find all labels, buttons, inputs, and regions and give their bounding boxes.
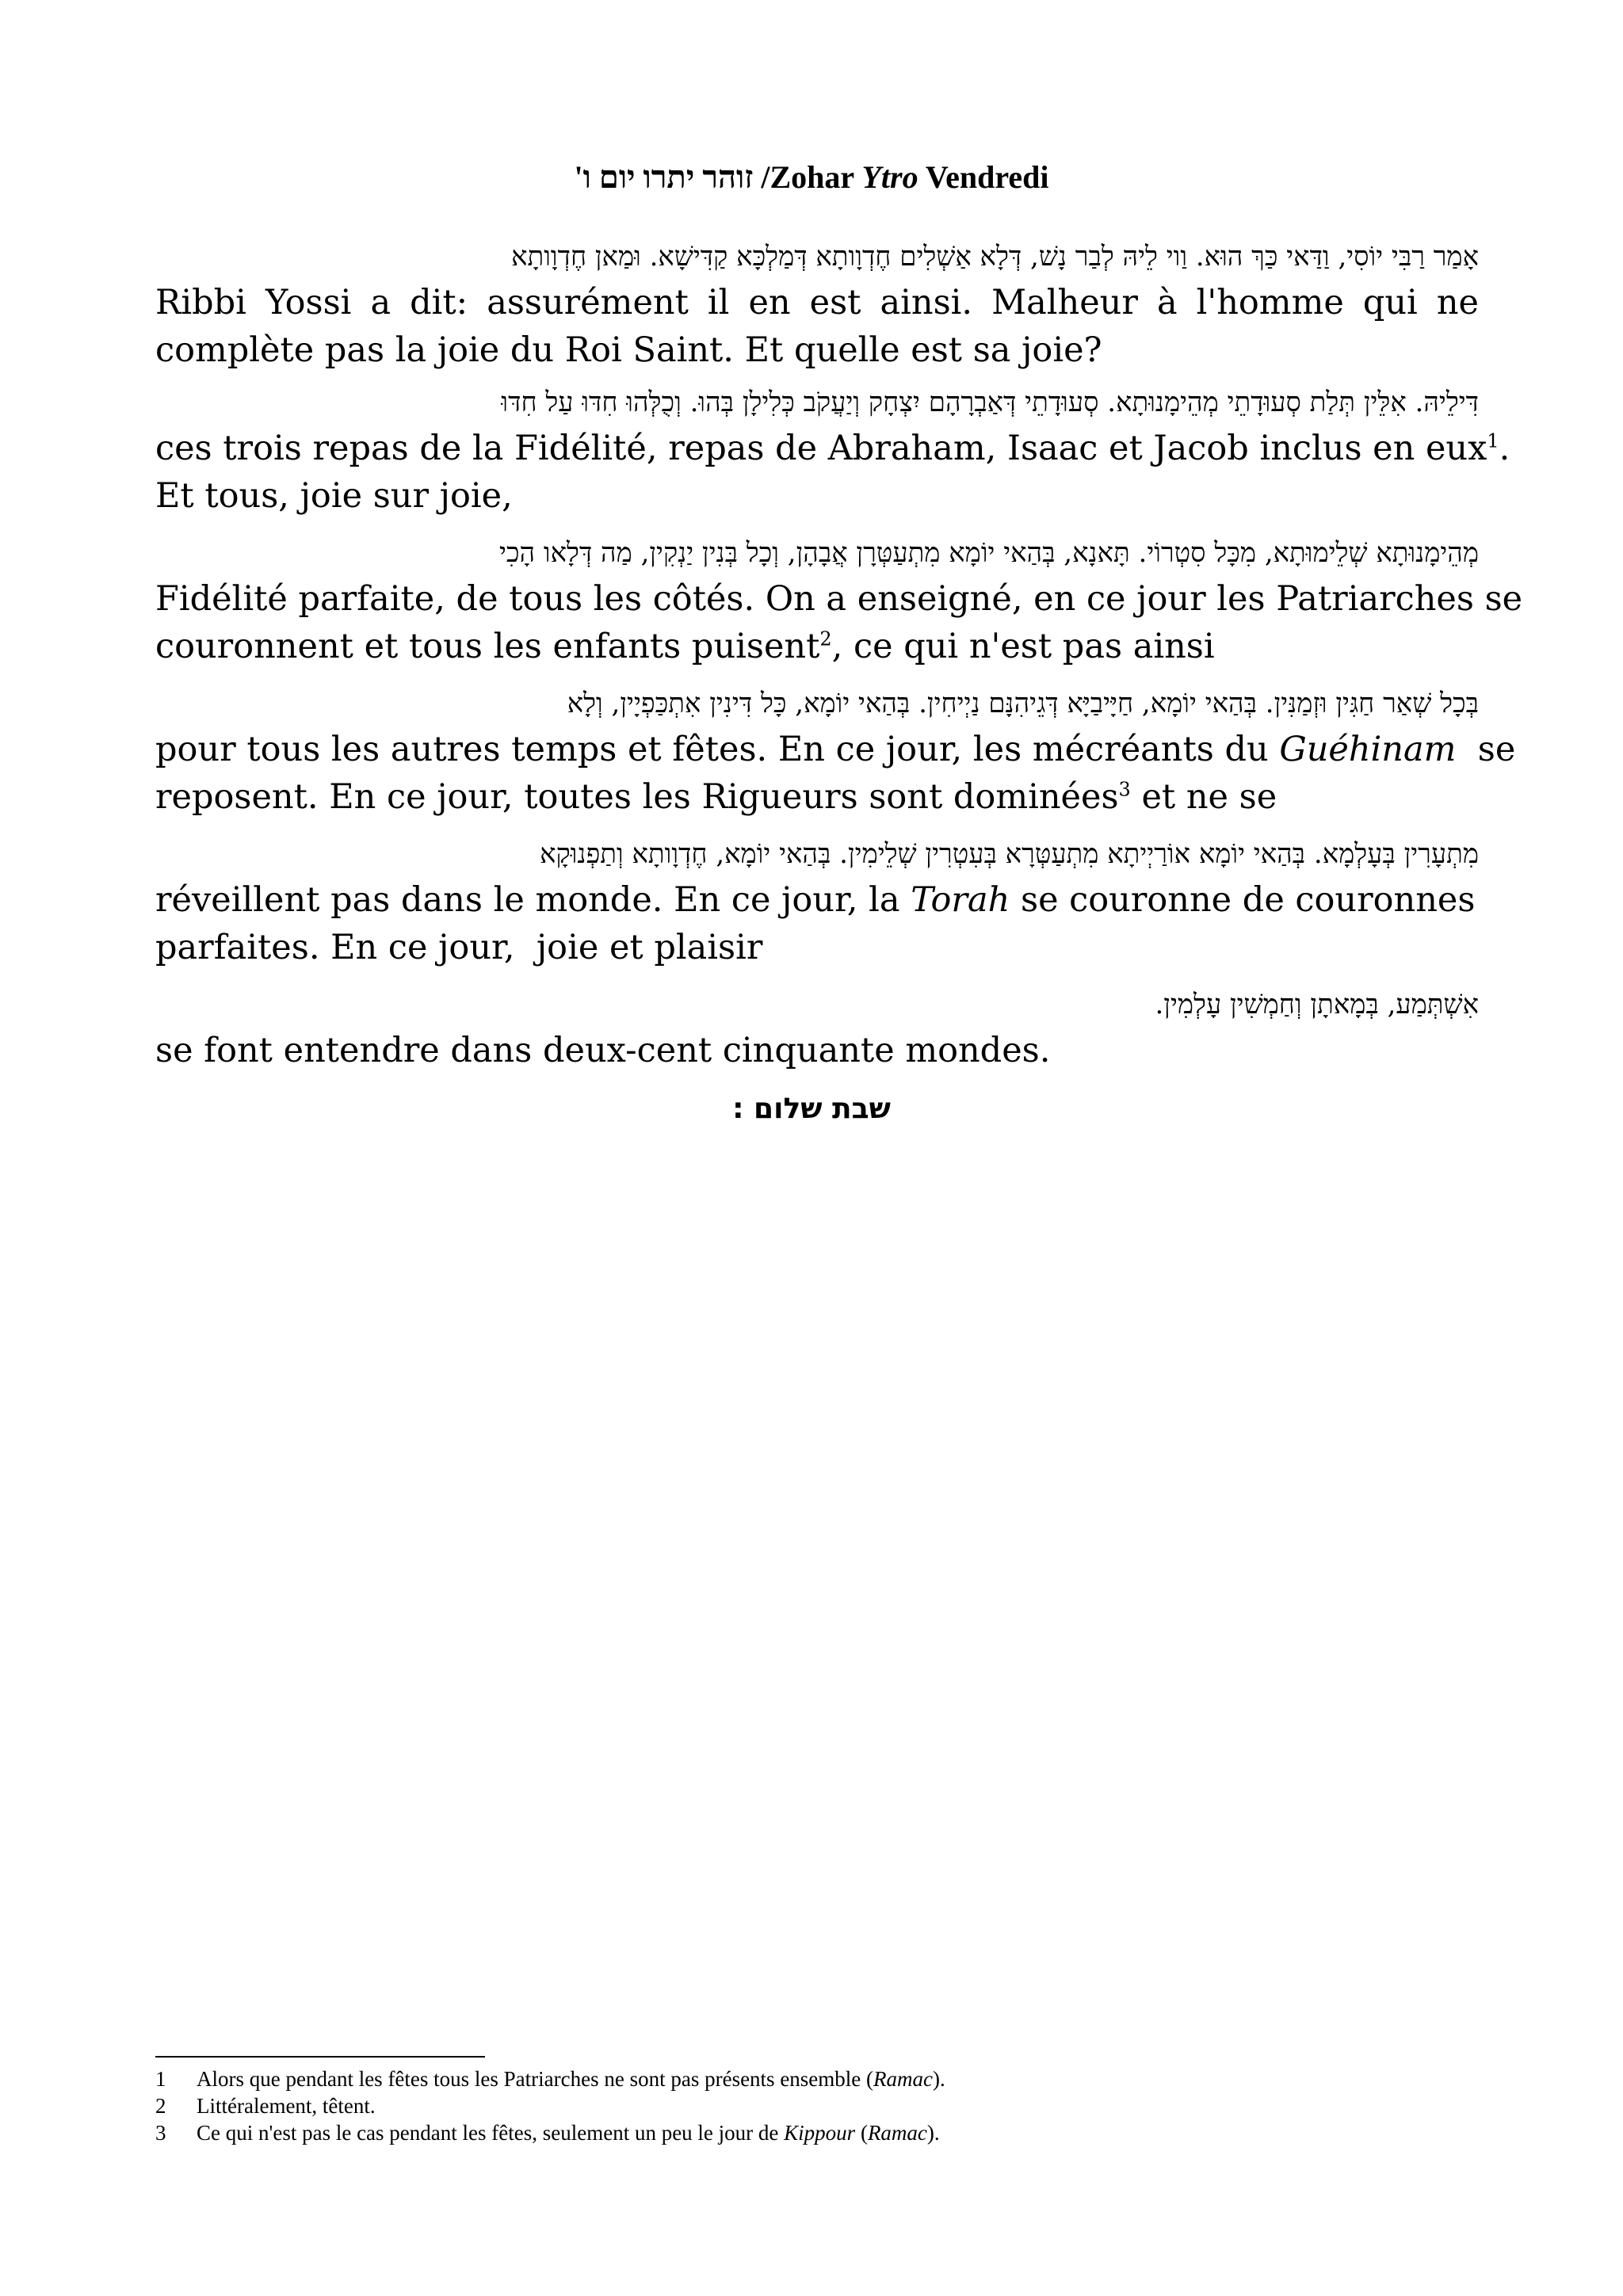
french-line: Et tous, joie sur joie, [155,476,513,516]
footnote-divider [155,2056,485,2058]
french-text: reposent. En ce jour, toutes les Rigueurs sont dominées [155,777,1119,817]
footnote-text [197,2065,945,2092]
paragraph-2 [155,380,1510,520]
french-line: se font entendre dans deux-cent cinquante mondes. [155,1031,1051,1070]
paragraph-6 [155,982,1479,1074]
hebrew-text: מִתְעָרִין בְּעָלְמָא. בְּהַאי יוֹמָא אוֹרַיְיתָא מִתְעַטְּרָא בְּעִטְרִין שְׁלֵימִין. בְּהַאי יוֹמָא, חֶדְוָותָא וְתַפְנוּקָא [540,838,1479,870]
footnote-italic: Kippour [784,2121,856,2145]
french-line [155,623,1479,670]
french-line: parfaites. En ce jour, joie et plaisir [155,928,763,967]
french-text: réveillent pas dans le monde. En ce jour, la [155,880,911,920]
french-line [155,876,1479,924]
footnote-text-part: ( [855,2121,868,2145]
title-hebrew: זוהר יתרו יום ו' [574,159,754,195]
french-text: couronnent et tous les enfants puisent [155,627,820,666]
footnote-item [155,2119,1479,2146]
closing-greeting: שבת שלום : [732,1093,891,1125]
footnote-text-part: ). [926,2121,940,2145]
footnote-text: Littéralement, têtent. [197,2094,376,2118]
footnotes [155,2065,1479,2146]
french-line [155,425,1510,472]
hebrew-text: מְהֵימָנוּתָא שְׁלֵימוּתָא, מִכָּל סִטְרוֹי. תָּאנָא, בְּהַאי יוֹמָא מִתְעַטְּרָן אֲבָהָן, וְכָל בְּנִין יַנְקִין, מַה דְּלָאו הָכִי [498,537,1479,569]
french-text: , ce qui n'est pas ainsi [831,627,1215,666]
french-translation [155,425,1510,520]
french-text: ces trois repas de la Fidélité, repas de Abraham, Isaac et Jacob inclus en eux [155,429,1487,468]
french-text: pour tous les autres temps et fêtes. En ce jour, les mécréants du [155,730,1280,769]
french-translation [155,279,1479,374]
paragraph-5 [155,832,1479,971]
french-text: se [1456,730,1516,769]
footnote-ref[interactable]: 2 [819,627,832,650]
french-text: et ne se [1130,777,1277,817]
footnote-number: 2 [155,2094,166,2118]
hebrew-text: בְּכָל שְׁאַר חַגִּין וּזְמַנִּין. בְּהַאי יוֹמָא, חַיָּיבַיָּא דְּגֵיהִנָּם נַיְיחִין. בְּהַאי יוֹמָא, כָּל דִּינִין אִתְכַּפְיָין, וְלָא [567,688,1479,719]
french-line [155,773,1479,821]
footnote-text [197,2119,940,2146]
paragraph-3 [155,531,1523,670]
french-text: . [1499,429,1510,468]
title-separator: / [761,159,770,195]
french-line: Fidélité parfaite, de tous les côtés. On a enseigné, en ce jour les Patriarches se [155,579,1523,619]
french-translation [155,726,1516,821]
french-line: Ribbi Yossi a dit: assurément il en est ainsi. Malheur à l'homme qui ne [155,283,1479,322]
french-text: se couronne de couronnes [1010,880,1476,920]
footnote-number: 3 [155,2121,166,2145]
french-italic: Torah [911,880,1010,920]
hebrew-text: אִשְׁתְּמַע, בְּמָאתָן וְחַמְשִׁין עָלְמִין. [1155,989,1479,1020]
hebrew-text: אָמַר רַבִּי יוֹסִי, וַדַּאי כַּךְ הוּא. וַוי לֵיהּ לְבַר נָשׁ, דְּלָא אַשְׁלִים חֶדְוָותָא דְּמַלְכָּא קַדִּישָׁא. וּמַאן חֶדְוָותָא [511,241,1479,273]
footnote-italic: Ramac [867,2121,927,2145]
title-ytro: Ytro [861,159,918,195]
french-italic: Guéhinam [1279,730,1457,769]
footnote-ref[interactable]: 1 [1487,429,1499,452]
footnote-ref[interactable]: 3 [1118,778,1131,801]
footnote-number: 1 [155,2067,166,2091]
page-title [0,155,1623,200]
hebrew-text: דִּילֵיהּ. אִלֵּין תְּלַת סְעוּדָתֵי מְהֵימָנוּתָא. סְעוּדָתֵי דְּאַבְרָהָם יִצְחָק וְיַעֲקֹב כְּלִילָן בְּהוּ. וְכֻלְּהוּ חִדּוּ עַל חִדּוּ [501,387,1479,418]
footnote-text-part: Alors que pendant les fêtes tous les Patriarches ne sont pas présents ensemble ( [197,2067,874,2091]
french-translation [155,876,1479,971]
footnote-italic: Ramac [873,2067,934,2091]
french-line [155,726,1516,773]
footnote-item [155,2092,1479,2119]
footnote-item [155,2065,1479,2092]
footnote-text-part: ). [933,2067,945,2091]
french-line: complète pas la joie du Roi Saint. Et quelle est sa joie? [155,330,1102,370]
title-day: Vendredi [925,159,1049,195]
paragraph-1 [155,235,1479,374]
french-translation [155,575,1523,670]
paragraph-4 [155,681,1516,821]
footnote-text-part: Ce qui n'est pas le cas pendant les fêtes, seulement un peu le jour de [197,2121,785,2145]
title-zohar: Zohar [769,159,854,195]
french-translation [155,1027,1479,1074]
